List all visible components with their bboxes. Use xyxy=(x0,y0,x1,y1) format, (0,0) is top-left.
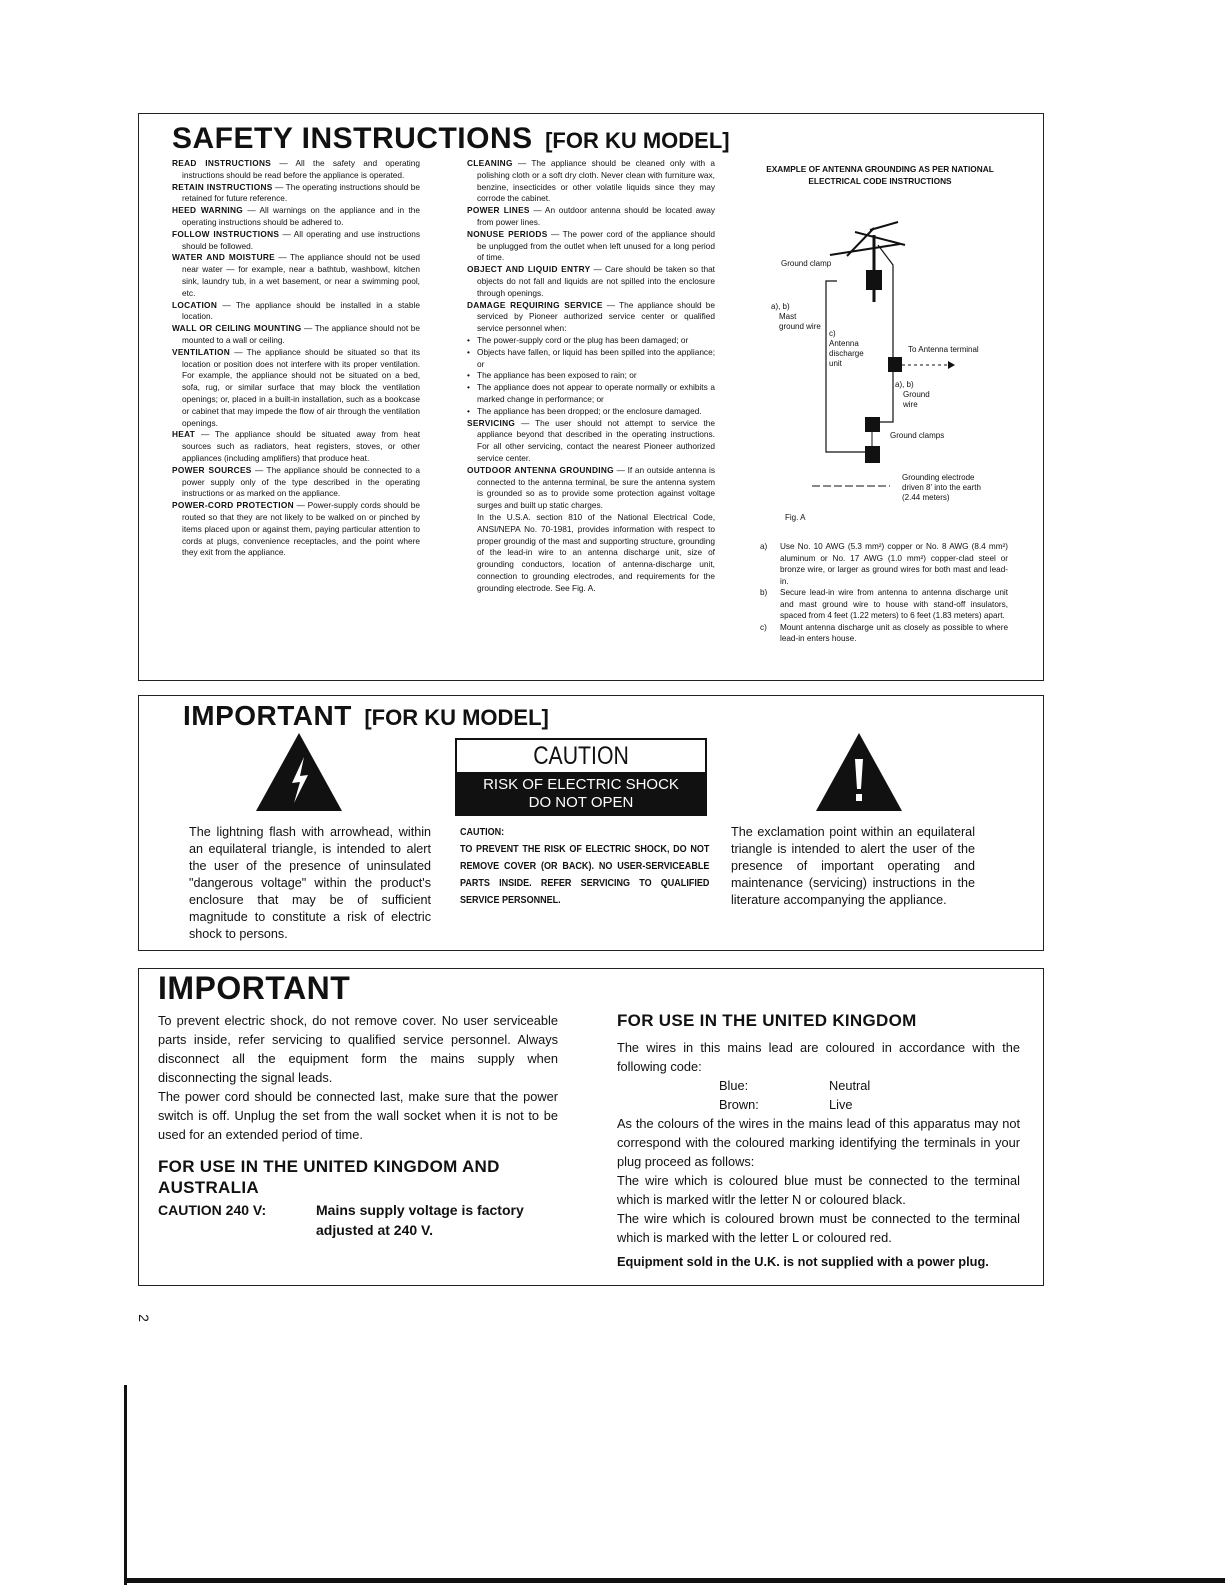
exclamation-warning-icon xyxy=(816,733,902,811)
caution-heading: CAUTION: xyxy=(460,826,505,838)
bullet-item: • The power-supply cord or the plug has been damaged; or xyxy=(467,335,715,347)
wire-code-row: Brown: Live xyxy=(719,1097,853,1112)
important-left-column xyxy=(158,1011,558,1240)
uk-power-plug-note: Equipment sold in the U.K. is not supplied with a power plug. xyxy=(617,1254,989,1269)
safety-entry: WATER AND MOISTURE — The appliance should not be used near water — for example, near a bathtub, washbowl, kitchen sink, laundry tub, in a wet basement, or near a swimming pool, etc. xyxy=(172,252,420,298)
ground-clamp-icon xyxy=(865,417,880,432)
figure-heading: EXAMPLE OF ANTENNA GROUNDING AS PER NATIONAL ELECTRICAL CODE INSTRUCTIONS xyxy=(766,164,994,186)
bullet-item: • The appliance does not appear to operate normally or exhibits a marked change in performance; or xyxy=(467,382,715,406)
figure-notes xyxy=(760,541,1008,645)
uk-paragraph: As the colours of the wires in the mains lead of this apparatus may not correspond with the coloured marking identifying the terminals in your plug proceed as follows: xyxy=(617,1116,1020,1169)
uk-australia-heading: FOR USE IN THE UNITED KINGDOM AND AUSTRALIA xyxy=(158,1157,500,1197)
bottom-edge-line xyxy=(124,1578,1225,1583)
label-to-antenna-terminal: To Antenna terminal xyxy=(908,345,979,354)
exclamation-description: The exclamation point within an equilateral triangle is intended to alert the user of the presence of important operating and maintenance (servicing) instructions in the literature accompanying the appliance. xyxy=(731,825,975,907)
label-grounding-electrode: Grounding electrode driven 8' into the earth (2.44 meters) xyxy=(902,473,981,502)
note-item: a) Use No. 10 AWG (5.3 mm²) copper or No. 8 AWG (8.4 mm²) aluminum or No. 17 AWG (1.0 mm²) copper-clad steel or bronze wire, or larger as ground wires for both mast and lead-in. xyxy=(760,542,1008,586)
discharge-unit-icon xyxy=(888,357,902,372)
important-paragraph: To prevent electric shock, do not remove cover. No user serviceable parts inside, refer servicing to qualified service personnel. Always disconnect all the equipment form the mains supply when disconnecting the signal leads. xyxy=(158,1013,558,1085)
safety-entry: DAMAGE REQUIRING SERVICE — The appliance should be serviced by Pioneer authorized service center or qualified service personnel when: xyxy=(467,299,715,334)
safety-entry: HEAT — The appliance should be situated away from heat sources such as radiators, heat registers, stoves, or other appliances (including amplifiers) that produce heat. xyxy=(172,429,420,463)
ground-clamp-icon xyxy=(865,446,880,463)
safety-title-suffix: [FOR KU MODEL] xyxy=(545,128,730,153)
caution-statement xyxy=(460,824,750,909)
note-item: b) Secure lead-in wire from antenna to antenna discharge unit and mast ground wire to house with stand-off insulators, spaced from 4 feet (1.22 meters) to 6 feet (1.83 meters) apart. xyxy=(760,588,1008,620)
wire-code-row: Blue: Neutral xyxy=(719,1078,871,1093)
nec-paragraph: In the U.S.A. section 810 of the National Electrical Code, ANSI/NEPA No. 70-1981, provides information with respect to proper groundig of the mast and supporting structure, grounding of the lead-in wire to an antenna discharge unit, size of grounding conductors, location of antenna-discharge unit, connection to grounding electrodes, and requirements for the grounding electrode. See Fig. A. xyxy=(477,511,715,593)
uk-paragraph: The wire which is coloured brown must be connected to the terminal which is marked with the letter L or coloured red. xyxy=(617,1211,1020,1245)
binding-edge-line xyxy=(124,1385,127,1585)
safety-entry: CLEANING — The appliance should be cleaned only with a polishing cloth or a soft dry cloth. Never clean with furniture wax, benzine, insecticides or other volatile liquids since they may corrode the cabinet. xyxy=(467,158,715,204)
uk-paragraph: The wires in this mains lead are coloured in accordance with the following code: xyxy=(617,1040,1020,1074)
safety-entry: POWER LINES — An outdoor antenna should be located away from power lines. xyxy=(467,205,715,227)
label-ground-wire: a), b) Ground wire xyxy=(895,380,930,409)
uk-paragraph: The wire which is coloured blue must be connected to the terminal which is marked witlr the letter N or coloured black. xyxy=(617,1173,1020,1207)
safety-entry: OBJECT AND LIQUID ENTRY — Care should be taken so that objects do not fall and liquids are not spilled into the enclosure through openings. xyxy=(467,264,715,298)
lightning-warning-icon xyxy=(256,733,342,811)
safety-entry: FOLLOW INSTRUCTIONS — All operating and use instructions should be followed. xyxy=(172,228,420,251)
safety-entry: OUTDOOR ANTENNA GROUNDING — If an outside antenna is connected to the antenna terminal, be sure the antenna system is grounded so as to provide some protection against voltage surges and built up static charges. xyxy=(467,464,715,511)
safety-entry: NONUSE PERIODS — The power cord of the appliance should be unplugged from the outlet when left unused for a long period of time. xyxy=(467,228,715,263)
label-discharge-unit: c) Antenna discharge unit xyxy=(829,329,864,368)
safety-entry: SERVICING — The user should not attempt to service the appliance beyond that described in the operating instructions. For all other servicing, contact the nearest Pioneer authorized service center. xyxy=(467,417,715,463)
antenna-grounding-diagram xyxy=(0,0,1225,700)
safety-entry: READ INSTRUCTIONS — All the safety and operating instructions should be read before the appliance is operated. xyxy=(172,158,420,180)
safety-entry: LOCATION — The appliance should be installed in a stable location. xyxy=(172,299,420,322)
label-mast-ground-wire: a), b) Mast ground wire xyxy=(771,302,821,331)
note-item: c) Mount antenna discharge unit as closely as possible to where lead-in enters house. xyxy=(760,622,1008,643)
label-ground-clamp: Ground clamp xyxy=(781,259,832,268)
caution-label-box xyxy=(455,738,707,816)
uk-heading: FOR USE IN THE UNITED KINGDOM xyxy=(617,1011,917,1030)
caution-text: TO PREVENT THE RISK OF ELECTRIC SHOCK, DO NOT REMOVE COVER (OR BACK). NO USER-SERVICEABLE PARTS INSIDE. REFER SERVICING TO QUALIFIED SERVICE PERSONNEL. xyxy=(460,843,710,906)
important-paragraph: The power cord should be connected last, make sure that the power switch is off. Unplug the set from the wall socket when it is not to be used for an extended period of time. xyxy=(158,1089,558,1142)
label-ground-clamps: Ground clamps xyxy=(890,431,945,440)
safety-entry: RETAIN INSTRUCTIONS — The operating instructions should be retained for future reference. xyxy=(172,181,420,204)
bullet-item: • The appliance has been dropped; or the enclosure damaged. xyxy=(467,406,715,418)
figure-caption: Fig. A xyxy=(785,513,806,522)
safety-title-main: SAFETY INSTRUCTIONS xyxy=(172,122,533,155)
caution-240v: CAUTION 240 V: Mains supply voltage is factory adjusted at 240 V. xyxy=(158,1202,524,1238)
caution-label-banner: RISK OF ELECTRIC SHOCK DO NOT OPEN xyxy=(457,772,705,814)
lightning-description: The lightning flash with arrowhead, within an equilateral triangle, is intended to alert the user of the presence of uninsulated "dangerous voltage" within the product's enclosure that may be of sufficient magnitude to constitute a risk of electric shock to persons. xyxy=(189,825,431,941)
safety-entry: HEED WARNING — All warnings on the appliance and in the operating instructions should be adhered to. xyxy=(172,205,420,227)
important-title: IMPORTANT xyxy=(158,970,351,1006)
page-number: 2 xyxy=(135,1314,152,1322)
safety-entry: POWER SOURCES — The appliance should be connected to a power supply only of the type described in the operating instructions or as marked on the appliance. xyxy=(172,464,420,499)
safety-entry: WALL OR CEILING MOUNTING — The appliance should not be mounted to a wall or ceiling. xyxy=(172,323,420,345)
caution-label-title: CAUTION xyxy=(533,742,629,770)
important-ku-title: IMPORTANT [FOR KU MODEL] xyxy=(183,700,549,731)
safety-entry: POWER-CORD PROTECTION — Power-supply cords should be routed so that they are not likely to be walked on or pinched by items placed upon or against them, paying particular attention to cords at plugs, convenience receptacles, and the point where they exit from the appliance. xyxy=(172,500,420,558)
bullet-item: • The appliance has been exposed to rain; or xyxy=(467,370,715,382)
ground-clamp-icon xyxy=(866,270,882,290)
bullet-item: • Objects have fallen, or liquid has been spilled into the appliance; or xyxy=(467,347,715,371)
important-right-column xyxy=(617,1010,1020,1271)
safety-entry: VENTILATION — The appliance should be situated so that its location or position does not interfere with its proper ventilation. For example, the appliance should not be situated on a bed, sofa, rug, or similar surface that may block the ventilation openings; or, placed in a built-in installation, such as a bookcase or cabinet that may impede the flow of air through the ventilation openings. xyxy=(172,346,420,428)
